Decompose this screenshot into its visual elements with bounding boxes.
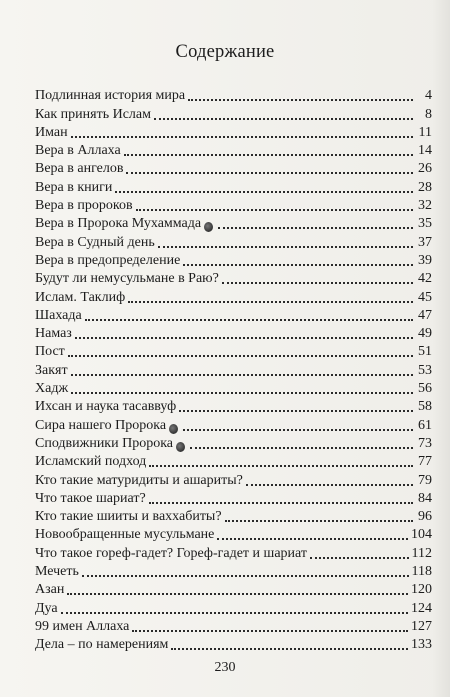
toc-entry-page: 124 — [411, 600, 432, 616]
toc-entry — [35, 525, 432, 543]
toc-entry — [35, 214, 432, 232]
toc-entry-title: Сира нашего Пророка — [35, 417, 167, 433]
toc-entry-title: Новообращенные мусульмане — [35, 527, 215, 543]
dot-leader — [149, 502, 413, 504]
toc-entry-page: 96 — [418, 509, 432, 525]
toc-entry-page: 26 — [418, 161, 432, 177]
toc-entry — [35, 196, 432, 214]
toc-entry — [35, 617, 432, 635]
toc-entry-page: 47 — [418, 307, 432, 323]
toc-entry-title: Пост — [35, 344, 65, 360]
honorific-glyph-icon — [204, 222, 213, 232]
toc-entry-title: Вера в пророков — [35, 198, 133, 214]
dot-leader — [67, 593, 408, 595]
toc-entry-page: 11 — [418, 124, 432, 140]
toc-entry — [35, 580, 432, 598]
toc-entry-page: 51 — [418, 344, 432, 360]
dot-leader — [222, 282, 413, 284]
dot-leader — [149, 465, 413, 467]
dot-leader — [158, 246, 413, 248]
toc-entry-title: Закят — [35, 362, 68, 378]
page-number: 230 — [214, 660, 236, 675]
dot-leader — [82, 575, 409, 577]
toc-entry — [35, 251, 432, 269]
dot-leader — [85, 319, 413, 321]
toc-entry-title: Что такое гореф-гадет? Гореф-гадет и шариат — [35, 545, 307, 561]
dot-leader — [68, 355, 413, 357]
toc-entry-title: Вера в ангелов — [35, 161, 124, 177]
dot-leader — [225, 520, 413, 522]
dot-leader — [218, 227, 413, 229]
dot-leader — [132, 630, 408, 632]
toc-entry-page: 39 — [418, 252, 432, 268]
toc-entry-title: Иман — [35, 124, 68, 140]
toc-entry-title: Ихсан и наука тасаввуф — [35, 399, 177, 415]
toc-entry-title: Кто такие матуридиты и ашариты? — [35, 472, 243, 488]
toc-entry-page: 37 — [418, 234, 432, 250]
toc-entry — [35, 379, 432, 397]
toc-entry-title: Вера в предопределение — [35, 252, 181, 268]
toc-entry — [35, 434, 432, 452]
toc-entry — [35, 342, 432, 360]
table-of-contents — [35, 86, 432, 653]
toc-entry-page: 58 — [418, 399, 432, 415]
toc-entry-title: 99 имен Аллаха — [35, 618, 130, 634]
toc-entry — [35, 104, 432, 122]
honorific-glyph-icon — [176, 442, 185, 452]
toc-entry-title: Намаз — [35, 326, 72, 342]
toc-entry-title: Как принять Ислам — [35, 106, 151, 122]
dot-leader — [126, 172, 413, 174]
toc-entry-page: 61 — [418, 417, 432, 433]
dot-leader — [75, 337, 413, 339]
honorific-glyph-icon — [169, 424, 178, 434]
contents-title: Содержание — [175, 42, 275, 62]
toc-entry-page: 32 — [418, 198, 432, 214]
toc-entry — [35, 543, 432, 561]
dot-leader — [188, 99, 413, 101]
toc-entry-page: 28 — [418, 179, 432, 195]
toc-entry — [35, 141, 432, 159]
dot-leader — [71, 392, 413, 394]
toc-entry — [35, 635, 432, 653]
toc-entry — [35, 159, 432, 177]
toc-entry-page: 53 — [418, 362, 432, 378]
toc-entry-title: Вера в Судный день — [35, 234, 155, 250]
toc-entry — [35, 269, 432, 287]
toc-entry — [35, 470, 432, 488]
toc-entry-page: 56 — [418, 381, 432, 397]
toc-entry — [35, 415, 432, 433]
toc-entry — [35, 562, 432, 580]
toc-entry-page: 120 — [411, 582, 432, 598]
toc-entry-title: Азан — [35, 582, 65, 598]
dot-leader — [128, 301, 413, 303]
toc-entry — [35, 324, 432, 342]
toc-entry — [35, 360, 432, 378]
dot-leader — [71, 374, 413, 376]
dot-leader — [310, 557, 409, 559]
toc-entry-page: 77 — [418, 454, 432, 470]
toc-entry-page: 45 — [418, 289, 432, 305]
toc-entry-title: Подлинная история мира — [35, 88, 186, 104]
toc-entry-page: 79 — [418, 472, 432, 488]
dot-leader — [71, 136, 413, 138]
page-edge-shadow — [432, 0, 450, 697]
toc-entry-page: 42 — [418, 271, 432, 287]
toc-entry-title: Мечеть — [35, 564, 79, 580]
dot-leader — [171, 648, 408, 650]
toc-entry-title: Что такое шариат? — [35, 490, 146, 506]
toc-entry — [35, 287, 432, 305]
dot-leader — [246, 484, 413, 486]
toc-entry — [35, 397, 432, 415]
dot-leader — [190, 447, 413, 449]
toc-entry — [35, 86, 432, 104]
toc-entry-page: 8 — [425, 106, 432, 122]
dot-leader — [217, 538, 408, 540]
toc-entry-title: Вера в Аллаха — [35, 143, 121, 159]
dot-leader — [183, 429, 413, 431]
toc-entry-title: Вера в Пророка Мухаммада — [35, 216, 202, 232]
toc-entry-page: 84 — [418, 490, 432, 506]
toc-entry — [35, 507, 432, 525]
dot-leader — [136, 209, 413, 211]
toc-entry-page: 4 — [425, 88, 432, 104]
dot-leader — [115, 191, 413, 193]
toc-entry-title: Будут ли немусульмане в Раю? — [35, 271, 219, 287]
toc-entry-page: 104 — [411, 527, 432, 543]
dot-leader — [154, 118, 413, 120]
toc-entry — [35, 598, 432, 616]
toc-entry-page: 112 — [411, 545, 432, 561]
toc-entry-title: Дуа — [35, 600, 58, 616]
toc-entry-page: 118 — [411, 564, 432, 580]
toc-entry-title: Сподвижники Пророка — [35, 435, 174, 451]
dot-leader — [179, 410, 413, 412]
toc-entry-title: Хадж — [35, 381, 69, 397]
toc-entry-title: Исламский подход — [35, 454, 147, 470]
toc-entry-page: 73 — [418, 435, 432, 451]
toc-entry-page: 35 — [418, 216, 432, 232]
toc-entry — [35, 177, 432, 195]
toc-entry-title: Шахада — [35, 307, 82, 323]
dot-leader — [61, 612, 408, 614]
toc-entry-page: 127 — [411, 618, 432, 634]
toc-entry — [35, 489, 432, 507]
dot-leader — [124, 154, 413, 156]
toc-entry — [35, 452, 432, 470]
dot-leader — [183, 264, 413, 266]
toc-entry-title: Ислам. Таклиф — [35, 289, 126, 305]
toc-entry-title: Дела – по намерениям — [35, 637, 169, 653]
toc-entry-title: Вера в книги — [35, 179, 113, 195]
toc-entry — [35, 306, 432, 324]
toc-entry — [35, 123, 432, 141]
toc-entry-page: 14 — [418, 143, 432, 159]
toc-entry-page: 49 — [418, 326, 432, 342]
toc-entry — [35, 232, 432, 250]
toc-entry-title: Кто такие шииты и ваххабиты? — [35, 509, 222, 525]
toc-entry-page: 133 — [411, 637, 432, 653]
